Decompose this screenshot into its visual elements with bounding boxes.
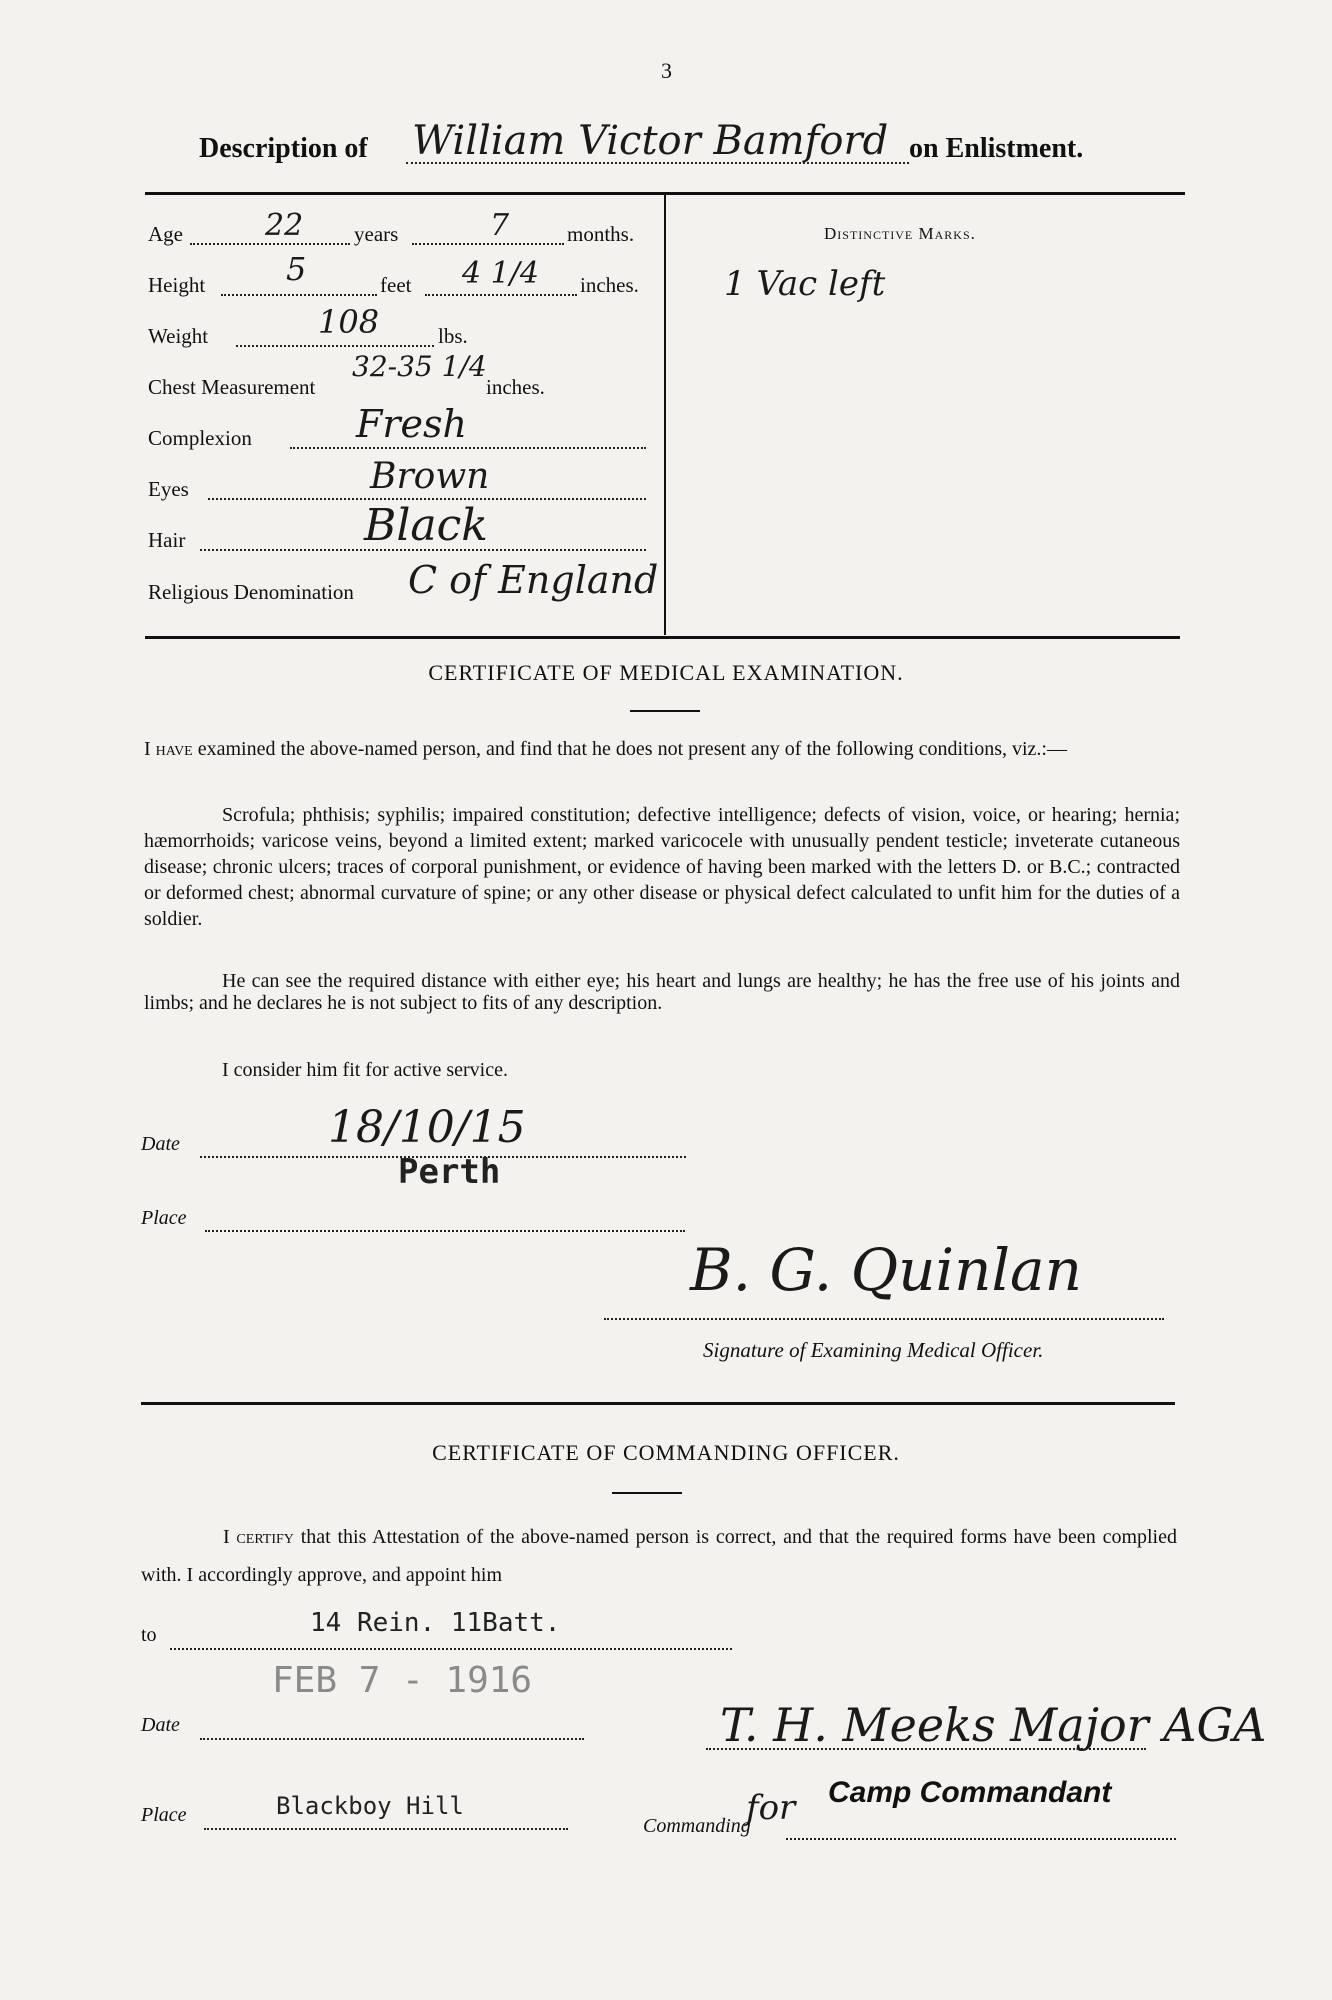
chest-unit: inches.	[486, 375, 545, 399]
religion-label: Religious Denomination	[148, 580, 354, 604]
medical-heading: CERTIFICATE OF MEDICAL EXAMINATION.	[428, 660, 904, 685]
distinctive-marks-value: 1 Vac left	[724, 264, 886, 304]
hair-label: Hair	[148, 528, 186, 552]
medical-officer-signature: B. G. Quinlan	[690, 1236, 1082, 1304]
medical-place-label: Place	[141, 1207, 187, 1229]
commanding-date-stamp: FEB 7 - 1916	[272, 1660, 533, 1701]
commanding-to-value: 14 Rein. 11Batt.	[310, 1608, 561, 1638]
commanding-date-label: Date	[141, 1714, 180, 1736]
camp-commandant-stamp: Camp Commandant	[828, 1776, 1112, 1809]
chest-label: Chest Measurement	[148, 375, 316, 399]
commanding-for-note: for	[746, 1788, 796, 1828]
weight-label: Weight	[148, 324, 209, 348]
medical-sight: He can see the required distance with either eye; his heart and lungs are healthy; he has the free use of his joints and limbs; and he declares he is not subject to fits of any description.	[144, 970, 1180, 1014]
medical-date-value: 18/10/15	[328, 1102, 526, 1153]
description-label: Description of	[199, 133, 368, 164]
medical-conditions: Scrofula; phthisis; syphilis; impaired constitution; defective intelligence; defects of vision, voice, or hearing; hernia; hæmorrhoids; varicose veins, beyond a limited extent; marked varicocele with unusually pendent testicle; inveterate cutaneous disease; chronic ulcers; traces of corporal punishment, or evidence of having been marked with the letters D. or B.C.; contracted or deformed chest; abnormal curvature of spine; or any other disease or physical defect calculated to unfit him for the duties of a soldier.	[144, 804, 1180, 930]
distinctive-marks-heading: Distinctive Marks.	[824, 224, 976, 243]
height-inches-value: 4 1/4	[462, 256, 539, 291]
age-months-value: 7	[490, 208, 510, 243]
lbs-label: lbs.	[438, 324, 468, 348]
inches-label: inches.	[580, 273, 639, 297]
medical-intro: I have examined the above-named person, and find that he does not present any of the following conditions, viz.:—	[144, 738, 1067, 760]
weight-value: 108	[318, 303, 380, 341]
lower-rule	[141, 1402, 1175, 1405]
commanding-heading: CERTIFICATE OF COMMANDING OFFICER.	[432, 1440, 900, 1465]
eyes-value: Brown	[370, 456, 490, 497]
description-suffix: on Enlistment.	[909, 133, 1084, 164]
eyes-label: Eyes	[148, 477, 189, 501]
commanding-place-label: Place	[141, 1804, 187, 1826]
medical-place-stamp: Perth	[398, 1152, 501, 1192]
medical-signature-caption: Signature of Examining Medical Officer.	[703, 1338, 1044, 1362]
soldier-name: William Victor Bamford	[412, 118, 889, 164]
complexion-value: Fresh	[356, 402, 467, 446]
commanding-label: Commanding	[643, 1815, 751, 1837]
feet-label: feet	[380, 273, 412, 297]
years-label: years	[354, 222, 399, 246]
medical-date-label: Date	[141, 1133, 180, 1155]
commanding-officer-signature: T. H. Meeks Major AGA	[720, 1698, 1267, 1752]
commanding-to-label: to	[141, 1624, 157, 1646]
column-divider	[664, 195, 666, 635]
height-label: Height	[148, 273, 206, 297]
age-label: Age	[148, 222, 183, 246]
complexion-label: Complexion	[148, 426, 252, 450]
religion-value: C of England	[408, 558, 659, 602]
age-years-value: 22	[265, 208, 304, 243]
medical-fit: I consider him fit for active service.	[222, 1059, 508, 1081]
page-number: 3	[661, 58, 672, 83]
hair-value: Black	[364, 500, 488, 551]
height-feet-value: 5	[286, 250, 307, 288]
months-label: months.	[567, 222, 635, 246]
commanding-place-value: Blackboy Hill	[276, 1792, 464, 1820]
mid-rule	[145, 636, 1180, 639]
commanding-certify: I certify that this Attestation of the above-named person is correct, and that the required forms have been complied with. I accordingly approve, and appoint him	[141, 1526, 1177, 1586]
chest-value: 32-35 1/4	[352, 350, 487, 383]
